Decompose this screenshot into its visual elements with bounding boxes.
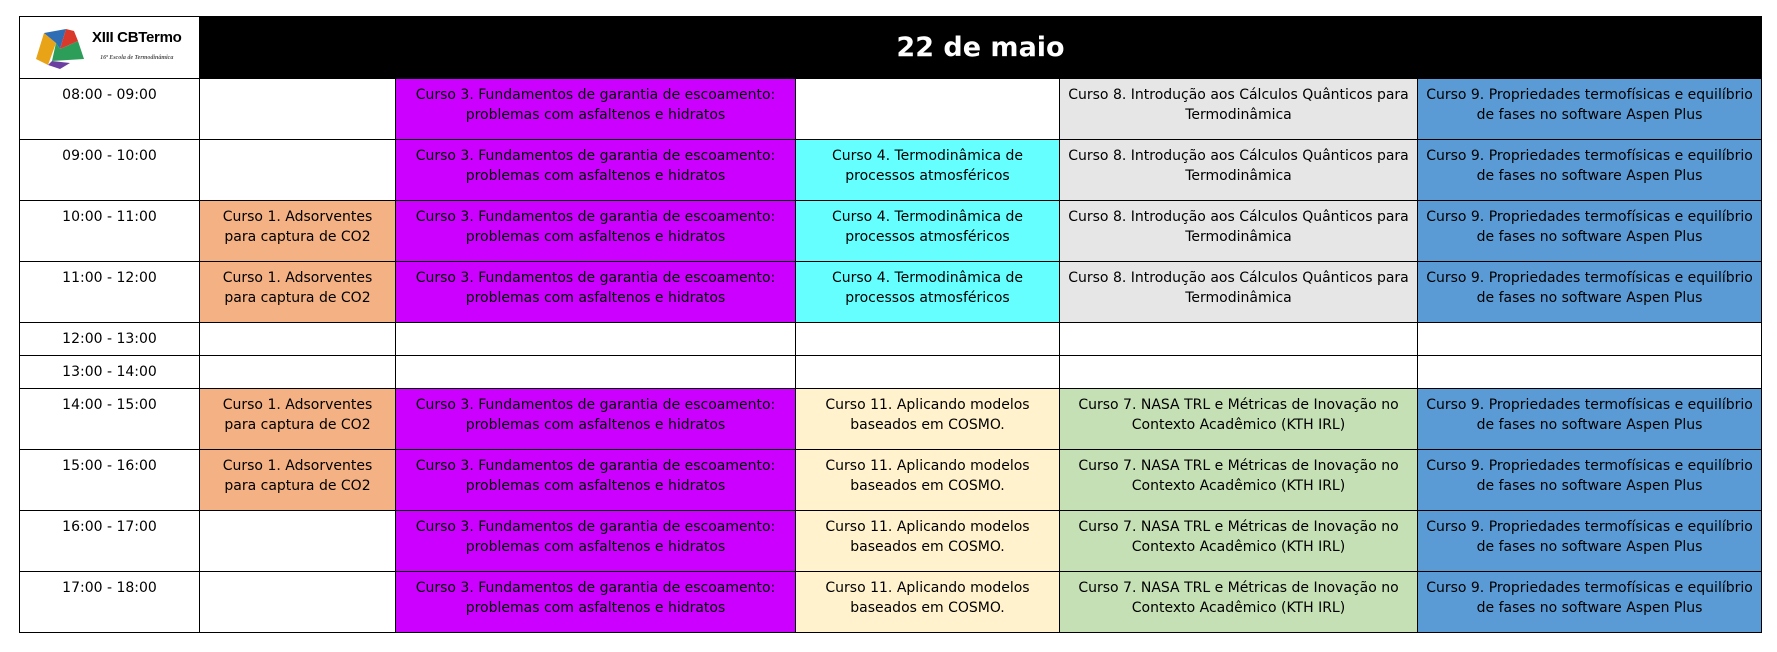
course-cell: Curso 7. NASA TRL e Métricas de Inovação no Contexto Acadêmico (KTH IRL) bbox=[1060, 511, 1418, 572]
course-cell: Curso 11. Aplicando modelos baseados em COSMO. bbox=[796, 450, 1060, 511]
date-title: 22 de maio bbox=[200, 17, 1762, 79]
course-cell: Curso 3. Fundamentos de garantia de escoamento: problemas com asfaltenos e hidratos bbox=[396, 389, 796, 450]
course-cell: Curso 8. Introdução aos Cálculos Quânticos para Termodinâmica bbox=[1060, 79, 1418, 140]
course-cell: Curso 9. Propriedades termofísicas e equilíbrio de fases no software Aspen Plus bbox=[1418, 450, 1762, 511]
schedule-table bbox=[19, 16, 1762, 633]
time-slot-cell: 15:00 - 16:00 bbox=[20, 450, 200, 511]
cbtermo-logo-icon bbox=[30, 25, 86, 71]
time-slot-cell: 12:00 - 13:00 bbox=[20, 323, 200, 356]
schedule-row bbox=[20, 140, 1762, 201]
empty-cell bbox=[1060, 356, 1418, 389]
empty-cell bbox=[200, 140, 396, 201]
course-cell: Curso 3. Fundamentos de garantia de escoamento: problemas com asfaltenos e hidratos bbox=[396, 262, 796, 323]
empty-cell bbox=[1418, 323, 1762, 356]
course-cell: Curso 3. Fundamentos de garantia de escoamento: problemas com asfaltenos e hidratos bbox=[396, 140, 796, 201]
schedule-row bbox=[20, 511, 1762, 572]
empty-cell bbox=[396, 323, 796, 356]
course-cell: Curso 7. NASA TRL e Métricas de Inovação no Contexto Acadêmico (KTH IRL) bbox=[1060, 450, 1418, 511]
course-cell: Curso 1. Adsorventes para captura de CO2 bbox=[200, 450, 396, 511]
course-cell: Curso 9. Propriedades termofísicas e equilíbrio de fases no software Aspen Plus bbox=[1418, 389, 1762, 450]
course-cell: Curso 1. Adsorventes para captura de CO2 bbox=[200, 201, 396, 262]
empty-cell bbox=[1060, 323, 1418, 356]
empty-cell bbox=[396, 356, 796, 389]
course-cell: Curso 9. Propriedades termofísicas e equilíbrio de fases no software Aspen Plus bbox=[1418, 79, 1762, 140]
course-cell: Curso 1. Adsorventes para captura de CO2 bbox=[200, 262, 396, 323]
schedule-row bbox=[20, 389, 1762, 450]
course-cell: Curso 11. Aplicando modelos baseados em COSMO. bbox=[796, 389, 1060, 450]
course-cell: Curso 7. NASA TRL e Métricas de Inovação no Contexto Acadêmico (KTH IRL) bbox=[1060, 389, 1418, 450]
schedule-row bbox=[20, 262, 1762, 323]
time-slot-cell: 11:00 - 12:00 bbox=[20, 262, 200, 323]
course-cell: Curso 3. Fundamentos de garantia de escoamento: problemas com asfaltenos e hidratos bbox=[396, 201, 796, 262]
schedule-row bbox=[20, 323, 1762, 356]
empty-cell bbox=[200, 572, 396, 633]
empty-cell bbox=[200, 79, 396, 140]
course-cell: Curso 11. Aplicando modelos baseados em COSMO. bbox=[796, 511, 1060, 572]
logo-subtitle: 16ª Escola de Termodinâmica bbox=[100, 54, 174, 61]
course-cell: Curso 11. Aplicando modelos baseados em COSMO. bbox=[796, 572, 1060, 633]
empty-cell bbox=[200, 356, 396, 389]
course-cell: Curso 4. Termodinâmica de processos atmosféricos bbox=[796, 262, 1060, 323]
empty-cell bbox=[1418, 356, 1762, 389]
course-cell: Curso 9. Propriedades termofísicas e equilíbrio de fases no software Aspen Plus bbox=[1418, 262, 1762, 323]
empty-cell bbox=[200, 511, 396, 572]
course-cell: Curso 9. Propriedades termofísicas e equilíbrio de fases no software Aspen Plus bbox=[1418, 140, 1762, 201]
course-cell: Curso 9. Propriedades termofísicas e equilíbrio de fases no software Aspen Plus bbox=[1418, 572, 1762, 633]
course-cell: Curso 4. Termodinâmica de processos atmosféricos bbox=[796, 201, 1060, 262]
course-cell: Curso 9. Propriedades termofísicas e equilíbrio de fases no software Aspen Plus bbox=[1418, 201, 1762, 262]
course-cell: Curso 3. Fundamentos de garantia de escoamento: problemas com asfaltenos e hidratos bbox=[396, 450, 796, 511]
time-slot-cell: 14:00 - 15:00 bbox=[20, 389, 200, 450]
empty-cell bbox=[796, 323, 1060, 356]
schedule-row bbox=[20, 450, 1762, 511]
empty-cell bbox=[200, 323, 396, 356]
empty-cell bbox=[796, 79, 1060, 140]
header-row bbox=[20, 17, 1762, 79]
logo-title: XIII CBTermo bbox=[92, 28, 182, 46]
schedule-row bbox=[20, 79, 1762, 140]
course-cell: Curso 8. Introdução aos Cálculos Quânticos para Termodinâmica bbox=[1060, 140, 1418, 201]
time-slot-cell: 17:00 - 18:00 bbox=[20, 572, 200, 633]
time-slot-cell: 09:00 - 10:00 bbox=[20, 140, 200, 201]
time-slot-cell: 10:00 - 11:00 bbox=[20, 201, 200, 262]
time-slot-cell: 13:00 - 14:00 bbox=[20, 356, 200, 389]
schedule-body bbox=[20, 79, 1762, 633]
course-cell: Curso 1. Adsorventes para captura de CO2 bbox=[200, 389, 396, 450]
course-cell: Curso 9. Propriedades termofísicas e equilíbrio de fases no software Aspen Plus bbox=[1418, 511, 1762, 572]
course-cell: Curso 3. Fundamentos de garantia de escoamento: problemas com asfaltenos e hidratos bbox=[396, 79, 796, 140]
course-cell: Curso 8. Introdução aos Cálculos Quânticos para Termodinâmica bbox=[1060, 201, 1418, 262]
time-slot-cell: 16:00 - 17:00 bbox=[20, 511, 200, 572]
schedule-row bbox=[20, 356, 1762, 389]
course-cell: Curso 8. Introdução aos Cálculos Quânticos para Termodinâmica bbox=[1060, 262, 1418, 323]
course-cell: Curso 7. NASA TRL e Métricas de Inovação no Contexto Acadêmico (KTH IRL) bbox=[1060, 572, 1418, 633]
empty-cell bbox=[796, 356, 1060, 389]
course-cell: Curso 4. Termodinâmica de processos atmosféricos bbox=[796, 140, 1060, 201]
schedule-row bbox=[20, 572, 1762, 633]
course-cell: Curso 3. Fundamentos de garantia de escoamento: problemas com asfaltenos e hidratos bbox=[396, 572, 796, 633]
course-cell: Curso 3. Fundamentos de garantia de escoamento: problemas com asfaltenos e hidratos bbox=[396, 511, 796, 572]
logo-cell bbox=[20, 17, 200, 79]
time-slot-cell: 08:00 - 09:00 bbox=[20, 79, 200, 140]
schedule-row bbox=[20, 201, 1762, 262]
